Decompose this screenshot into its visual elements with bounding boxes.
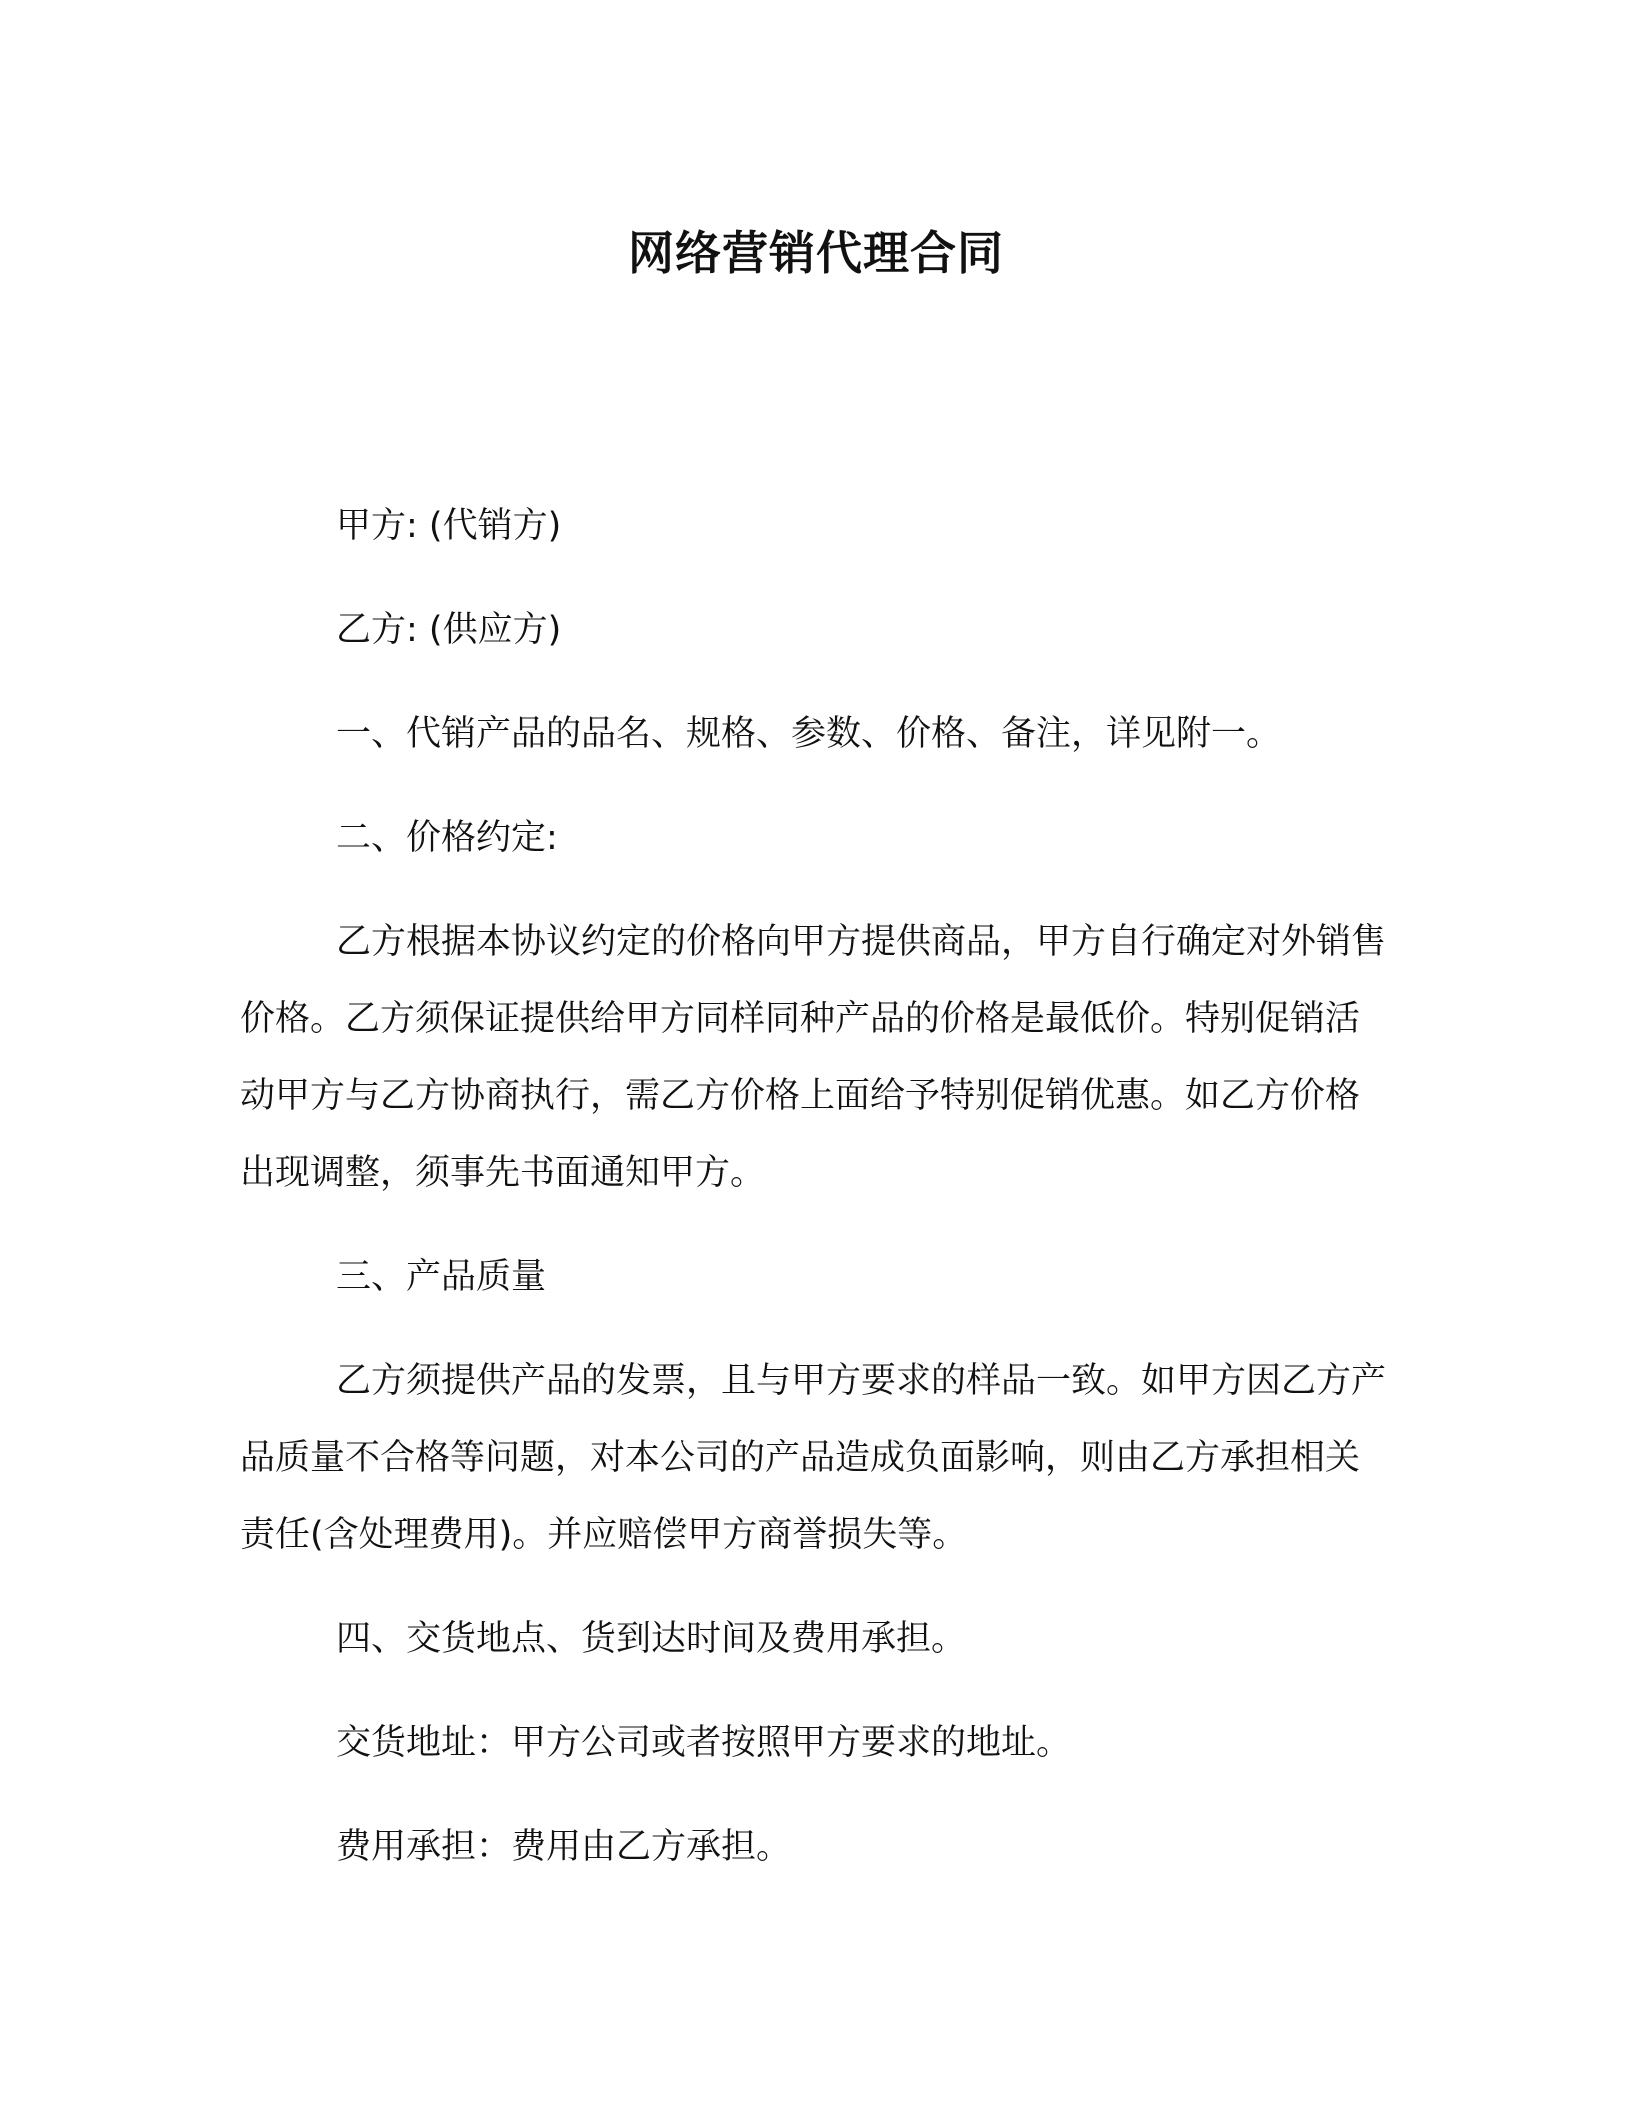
delivery-address-line: 交货地址：甲方公司或者按照甲方要求的地址。 <box>336 1723 1072 1763</box>
section-2-body: 乙方根据本协议约定的价格向甲方提供商品，甲方自行确定对外销售价格。乙方须保证提供给甲方同样同种产品的价格是最低价。特别促销活动甲方与乙方协商执行，需乙方价格上面给予特别促销优惠。如乙方价格出现调整，须事先书面通知甲方。 <box>240 922 1387 1193</box>
section-3-body: 乙方须提供产品的发票，且与甲方要求的样品一致。如甲方因乙方产品质量不合格等问题，对本公司的产品造成负面影响，则由乙方承担相关责任(含处理费用)。并应赔偿甲方商誉损失等。 <box>240 1361 1387 1555</box>
section-1: 一、代销产品的品名、规格、参数、价格、备注，详见附一。 <box>336 714 1282 754</box>
document-title: 网络营销代理合同 <box>628 226 1004 280</box>
party-b-line: 乙方: (供应方) <box>336 610 562 650</box>
section-4-heading: 四、交货地点、货到达时间及费用承担。 <box>336 1619 967 1659</box>
cost-bearing-line: 费用承担：费用由乙方承担。 <box>336 1827 792 1867</box>
section-3-heading: 三、产品质量 <box>336 1257 547 1297</box>
party-a-line: 甲方: (代销方) <box>336 506 562 546</box>
document-body <box>240 488 1390 1913</box>
section-2-heading: 二、价格约定: <box>336 818 558 858</box>
